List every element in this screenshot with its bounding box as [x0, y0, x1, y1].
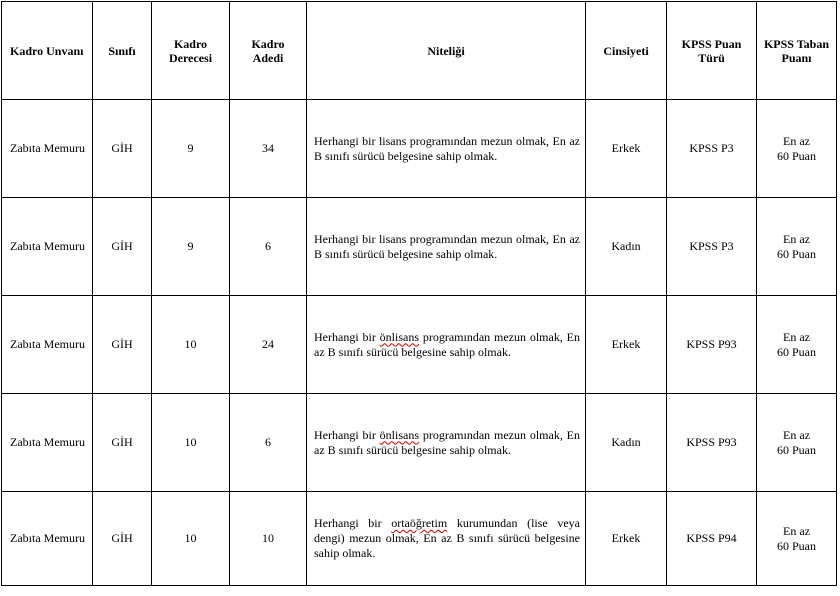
cell-sinifi: GİH: [93, 394, 152, 492]
cell-kpss-taban-puani: [757, 492, 837, 586]
taban-line-1: En az: [783, 133, 810, 148]
table-row: [2, 100, 837, 198]
cell-cinsiyeti: Erkek: [586, 100, 667, 198]
niteligi-spellcheck-word: ortaöğretim: [391, 516, 448, 530]
cell-kpss-taban-puani: [757, 198, 837, 296]
header-niteligi: Niteliği: [307, 2, 586, 100]
cell-sinifi: GİH: [93, 492, 152, 586]
cell-kadro-derecesi: 10: [152, 394, 230, 492]
taban-line-2: 60 Puan: [777, 344, 816, 359]
niteligi-spellcheck-word: önlisans: [379, 427, 420, 442]
cell-kpss-taban-puani: [757, 296, 837, 394]
cell-kadro-adedi: 10: [230, 492, 307, 586]
taban-line-1: En az: [783, 523, 810, 538]
cell-niteligi: [307, 296, 586, 394]
cell-kadro-adedi: 6: [230, 394, 307, 492]
cell-kpss-puan-turu: KPSS P93: [667, 296, 757, 394]
taban-line-1: En az: [783, 231, 810, 246]
table-row: [2, 394, 837, 492]
cell-kadro-derecesi: 10: [152, 492, 230, 586]
taban-line-1: En az: [783, 329, 810, 344]
cell-sinifi: GİH: [93, 198, 152, 296]
header-kadro-derecesi: Kadro Derecesi: [152, 2, 230, 100]
cell-kadro-unvani: Zabıta Memuru: [2, 198, 93, 296]
niteligi-text-rest: programından mezun olmak, En az B sınıfı sürücü belgesine sahip olmak.: [314, 329, 581, 359]
header-kadro-unvani: Kadro Unvanı: [2, 2, 93, 100]
header-kadro-adedi: Kadro Adedi: [230, 2, 307, 100]
cell-niteligi: [307, 492, 586, 586]
cell-cinsiyeti: Kadın: [586, 394, 667, 492]
header-kpss-puan-turu: KPSS Puan Türü: [667, 2, 757, 100]
cell-kpss-taban-puani: [757, 394, 837, 492]
cell-kadro-adedi: 24: [230, 296, 307, 394]
header-row: [2, 2, 837, 100]
niteligi-spellcheck-word: önlisans: [379, 329, 420, 344]
cell-cinsiyeti: Erkek: [586, 296, 667, 394]
niteligi-text: Herhangi bir: [314, 329, 380, 344]
cell-cinsiyeti: Erkek: [586, 492, 667, 586]
taban-line-2: 60 Puan: [777, 246, 816, 261]
niteligi-text-rest: programından mezun olmak, En az B sınıfı sürücü belgesine sahip olmak.: [314, 427, 581, 457]
table-row: [2, 492, 837, 586]
cell-niteligi: [307, 198, 586, 296]
taban-line-2: 60 Puan: [777, 442, 816, 457]
cell-kadro-adedi: 34: [230, 100, 307, 198]
cell-niteligi: [307, 394, 586, 492]
header-cinsiyeti: Cinsiyeti: [586, 2, 667, 100]
cell-kpss-taban-puani: [757, 100, 837, 198]
cell-kadro-unvani: Zabıta Memuru: [2, 492, 93, 586]
cell-cinsiyeti: Kadın: [586, 198, 667, 296]
kadro-table: [1, 1, 837, 586]
cell-sinifi: GİH: [93, 296, 152, 394]
niteligi-text: Herhangi bir: [314, 427, 380, 442]
taban-line-2: 60 Puan: [777, 148, 816, 163]
table-row: [2, 296, 837, 394]
cell-sinifi: GİH: [93, 100, 152, 198]
taban-line-1: En az: [783, 427, 810, 442]
cell-kadro-derecesi: 10: [152, 296, 230, 394]
cell-kadro-unvani: Zabıta Memuru: [2, 296, 93, 394]
niteligi-text: Herhangi bir lisans programından mezun olmak, En az B sınıfı sürücü belgesine sahip olmak.: [314, 133, 580, 163]
cell-kadro-unvani: Zabıta Memuru: [2, 100, 93, 198]
taban-line-2: 60 Puan: [777, 538, 816, 553]
niteligi-text: Herhangi bir lisans programından mezun olmak, En az B sınıfı sürücü belgesine sahip olmak.: [314, 231, 580, 261]
niteligi-text-rest: kurumundan (lise veya dengi) mezun olmak, En az B sınıfı sürücü belgesine sahip olmak.: [314, 516, 581, 560]
niteligi-text: Herhangi bir: [314, 516, 392, 530]
cell-kpss-puan-turu: KPSS P3: [667, 100, 757, 198]
header-sinifi: Sınıfı: [93, 2, 152, 100]
cell-kpss-puan-turu: KPSS P94: [667, 492, 757, 586]
header-kpss-taban-puani: KPSS Taban Puanı: [757, 2, 837, 100]
cell-kadro-derecesi: 9: [152, 100, 230, 198]
cell-kadro-adedi: 6: [230, 198, 307, 296]
cell-kadro-derecesi: 9: [152, 198, 230, 296]
cell-kpss-puan-turu: KPSS P93: [667, 394, 757, 492]
cell-kpss-puan-turu: KPSS P3: [667, 198, 757, 296]
table-row: [2, 198, 837, 296]
cell-niteligi: [307, 100, 586, 198]
cell-kadro-unvani: Zabıta Memuru: [2, 394, 93, 492]
